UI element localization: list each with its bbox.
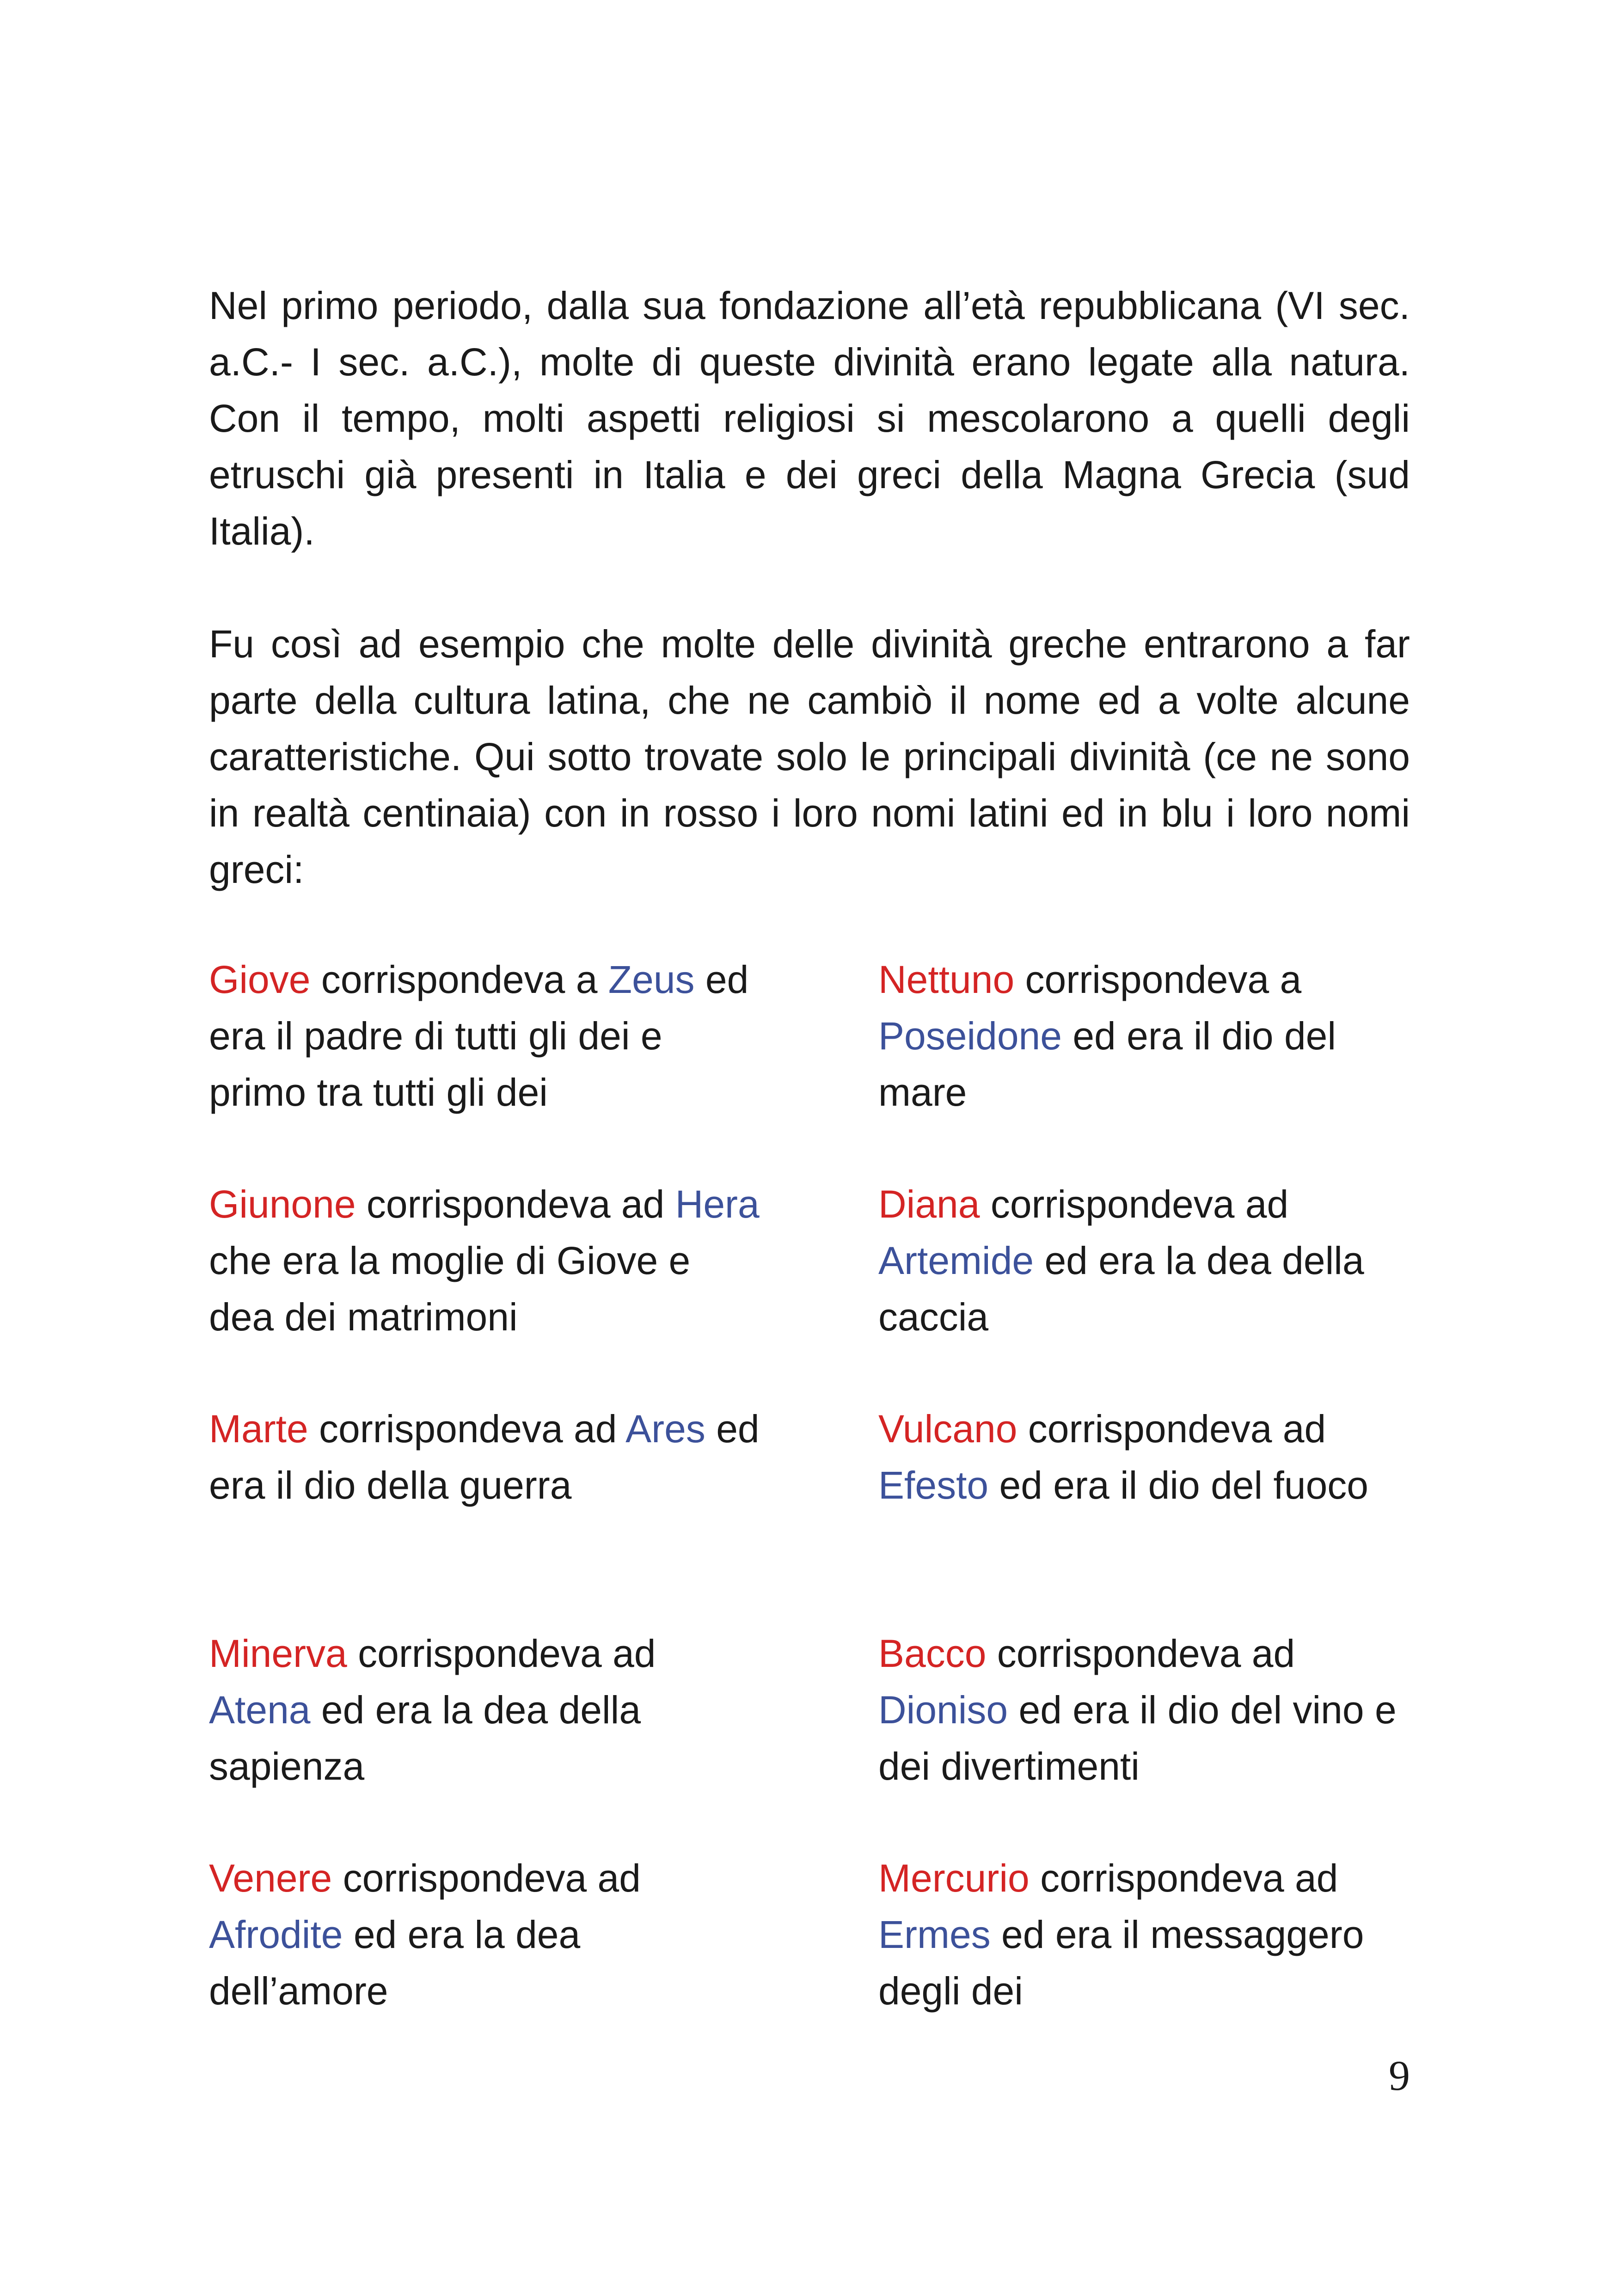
greek-name: Poseidone [878,1014,1062,1058]
link-text: corrispondeva a [1014,958,1302,1001]
god-entry-giunone [209,1176,764,1345]
greek-name: Dioniso [878,1688,1008,1732]
god-entry-venere [209,1850,764,2019]
latin-name: Vulcano [878,1407,1017,1451]
link-text: corrispondeva a [310,958,608,1001]
god-entry-minerva [209,1625,764,1794]
description: ed era il dio del mare [878,1014,1336,1114]
link-text: corrispondeva ad [980,1182,1289,1226]
latin-name: Minerva [209,1632,347,1675]
greek-name: Ares [625,1407,705,1451]
greek-name: Ermes [878,1913,991,1956]
paragraph-intro: Nel primo periodo, dalla sua fondazione all’età repubblicana (VI sec. a.C.- I sec. a.C.), molte di queste divinità erano legate alla natura. Con il tempo, molti aspetti religiosi si mescolarono a quelli degli etruschi già presenti in Italia e dei greci della Magna Grecia (sud Italia). [209,284,1410,553]
greek-name: Atena [209,1688,311,1732]
gods-column-right [878,951,1433,2075]
link-text: corrispondeva ad [347,1632,656,1675]
god-entry-diana [878,1176,1433,1345]
god-entry-vulcano [878,1401,1433,1570]
link-text: corrispondeva ad [355,1182,675,1226]
link-text: corrispondeva ad [986,1632,1295,1675]
link-text: corrispondeva ad [1029,1856,1338,1900]
link-text: corrispondeva ad [332,1856,641,1900]
description: ed era il dio del vino e dei divertimenti [878,1688,1397,1788]
page-number: 9 [1389,2052,1410,2099]
gods-list [209,951,1410,2038]
description: ed era la dea della caccia [878,1239,1364,1339]
greek-name: Afrodite [209,1913,343,1956]
god-entry-giove [209,951,764,1120]
latin-name: Diana [878,1182,980,1226]
paragraph-gods-intro: Fu così ad esempio che molte delle divinità greche entrarono a far parte della cultura latina, che ne cambiò il nome ed a volte alcune caratteristiche. Qui sotto trovate solo le principali divinità (ce ne sono in realtà centinaia) con in rosso i loro nomi latini ed in blu i loro nomi greci: [209,622,1410,891]
link-text: corrispondeva ad [308,1407,626,1451]
description: ed era la dea della sapienza [209,1688,641,1788]
latin-name: Giunone [209,1182,356,1226]
description: ed era il dio della guerra [209,1407,760,1507]
greek-name: Hera [675,1182,760,1226]
greek-name: Artemide [878,1239,1034,1282]
greek-name: Zeus [608,958,695,1001]
latin-name: Mercurio [878,1856,1030,1900]
latin-name: Giove [209,958,311,1001]
latin-name: Bacco [878,1632,987,1675]
gods-column-left [209,951,764,2075]
description: che era la moglie di Giove e dea dei matrimoni [209,1239,691,1339]
description: ed era la dea dell’amore [209,1913,581,2013]
greek-name: Efesto [878,1463,989,1507]
god-entry-nettuno [878,951,1433,1120]
god-entry-bacco [878,1625,1433,1794]
latin-name: Nettuno [878,958,1015,1001]
latin-name: Marte [209,1407,308,1451]
god-entry-mercurio [878,1850,1433,2019]
latin-name: Venere [209,1856,332,1900]
god-entry-marte [209,1401,764,1570]
description: ed era il dio del fuoco [988,1463,1369,1507]
link-text: corrispondeva ad [1017,1407,1326,1451]
intro-text [209,277,1410,898]
description: ed era il padre di tutti gli dei e primo tra tutti gli dei [209,958,749,1114]
description: ed era il messaggero degli dei [878,1913,1364,2013]
